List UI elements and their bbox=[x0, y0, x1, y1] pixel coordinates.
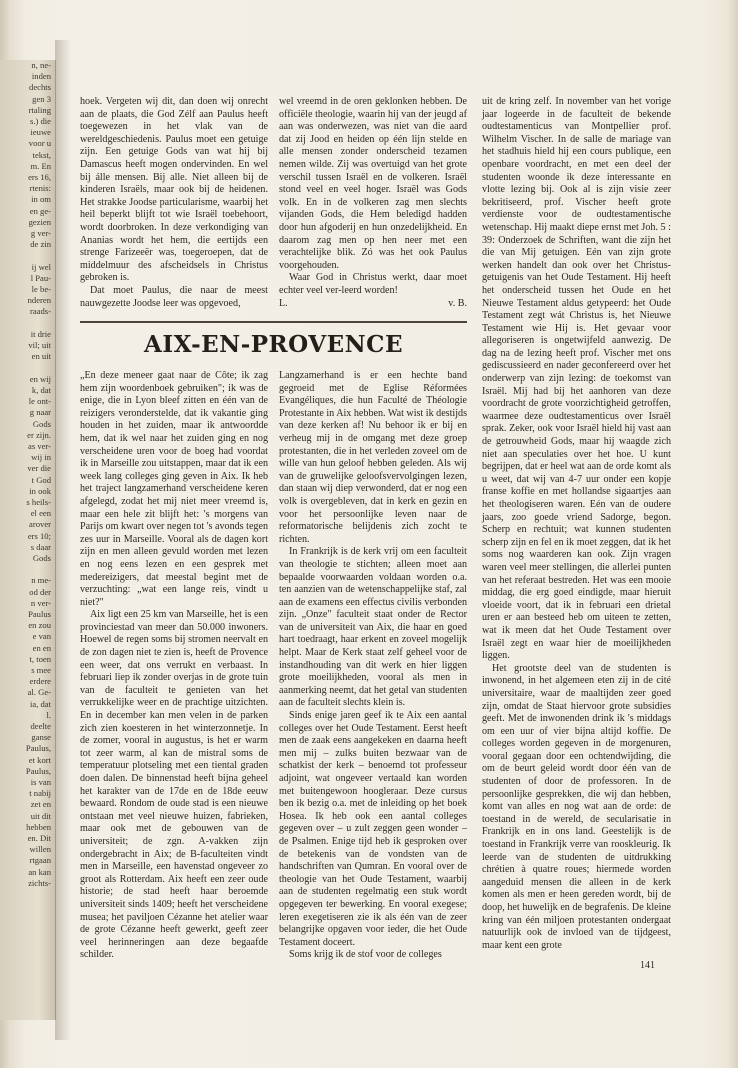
previous-page-line: g naar bbox=[29, 407, 51, 418]
paragraph: Waar God in Christus werkt, daar moet echter veel ver-leerd worden! bbox=[279, 272, 467, 296]
previous-page-line: s mee bbox=[31, 664, 51, 675]
previous-page-line: wij in bbox=[31, 452, 51, 463]
previous-page-line: ij wel bbox=[31, 261, 51, 272]
previous-page-line: n, ne- bbox=[31, 60, 51, 70]
previous-page-line: Paulus, bbox=[25, 765, 51, 776]
previous-page-line: s daar bbox=[30, 541, 51, 552]
previous-page-line: as ver- bbox=[28, 440, 51, 451]
previous-page-line: Paulus, bbox=[25, 743, 51, 754]
previous-page-line bbox=[0, 362, 55, 373]
previous-page-line: deelte bbox=[30, 720, 51, 731]
previous-page-line: tekst, bbox=[32, 149, 51, 160]
previous-page-line: erdere bbox=[29, 676, 51, 687]
page-fold-shadow bbox=[55, 40, 71, 1040]
previous-page-line: od der bbox=[29, 586, 51, 597]
previous-page-line: m. En bbox=[30, 160, 51, 171]
previous-page-line: ver die bbox=[27, 463, 51, 474]
paragraph: Sinds enige jaren geef ik te Aix een aantal colleges over het Oude Testament. Eerst heeft men de zaak eens aangekeken en daarna heeft men mij – zulks buiten bezwaar van de schatkist der kerk – benoemd tot professeur adjoint, wat ongeveer vertaald kan worden met buitengewoon hoogleraar. Deze cursus ben ik bezig o.a. met de inleiding op het boek Hosea. Ik heb ook een aantal colleges gegeven over – u zult zeggen geen wonder – de Psalmen. Enige tijd heb ik gesproken over de betekenis van de vondsten van de handschriften van Qumran. En vooral over de theologie van het Oude Testament, waarbij aan de studenten regelmatig een stuk wordt opgegeven ter bewerking. En vooral exegese; leren exegetiseren zie ik als één van de zeer belangrijke opgaven voor ieder, die het Oude Testament doceert. bbox=[279, 710, 467, 948]
previous-page-line: en zou bbox=[28, 620, 51, 631]
previous-page-line: in ook bbox=[29, 485, 51, 496]
previous-page-line: in om bbox=[31, 194, 51, 205]
previous-page-line: t God bbox=[31, 474, 51, 485]
previous-page-line: gen 3 bbox=[32, 93, 51, 104]
previous-page-line: ers 16, bbox=[28, 172, 51, 183]
previous-page-line: el een bbox=[30, 508, 51, 519]
previous-page-line: vil; uit bbox=[28, 340, 51, 351]
paragraph: Dat moet Paulus, die naar de meest nauwgezette Joodse leer was opgevoed, bbox=[80, 284, 268, 309]
previous-page-line: en en bbox=[32, 642, 51, 653]
previous-page-line: le be- bbox=[31, 284, 51, 295]
signature-right: v. B. bbox=[448, 297, 467, 309]
previous-page-line bbox=[0, 564, 55, 575]
paragraph: „En deze meneer gaat naar de Côte; ik zag hem zijn woordenboek gebruiken"; ik was de enige, die in Lyon bleef zitten en één van de reizigers veronderstelde, dat ik vakantie ging houden in het zuiden, maar ik antwoordde hem, dat ik wel naar het zuiden ging en nog verscheidene uren voor de boeg had voordat ik in Marseille zou uitstappen, maar dat ik een week lang colleges ging geven in Aix. Ik heb het traject langzamerhand verscheidene keren afgelegd, zodat het mij niet meer vreemd is, maar een hele zit blijft het: 's morgens van Parijs om kwart over negen tot 's avonds tegen zes uur in Marseille. Vooral als de dagen kort zijn en men alleen gevuld worden met lezen en nog eens lezen en een gesprek met medereizigers, dat meestal begint met de verzuchting: „wat een lange reis, vindt u niet?" bbox=[80, 370, 268, 608]
previous-page-line: g ver- bbox=[30, 228, 51, 239]
previous-page-line: zichts- bbox=[28, 877, 51, 888]
previous-page-line: inden bbox=[31, 71, 51, 82]
previous-page-line: l. bbox=[46, 709, 51, 720]
paragraph: uit de kring zelf. In november van het vorige jaar logeerde in de faculteit de bekende oudtestamenticus van Montpellier prof. Wilhelm Vischer. In de salle de mariage van het stadhuis hield hij een cours publique, een openbare voordracht, en met een deel der studenten woonde ik deze interessante en vlotte lezing bij. Ook al is zijn visie zeer bekritiseerd, prof. Vischer heeft grote verdienste voor de oudtestamentische wetenschap. Hij maakt diepe ernst met Joh. 5 : 39: Onderzoek de Schriften, want die zijn het die van Mij getuigen. Eén van zijn grote werken handelt dan ook over het Christus-getuigenis van het Oude Testament. Hij heeft het onderscheid tussen het Oude en het Nieuwe Testament aldus getypeerd: het Oude Testament zegt wát Christus is, het Nieuwe Testament wie Hij is. Het gevaar voor allegoriseren is ongetwijfeld aanwezig. De dag na de lezing heeft prof. Vischer met ons gediscussieerd en nader geconfereerd over het onderwerp van zijn lezing: de toekomst van Israël. Mij had bij het aanhoren van deze voordracht de grote voorzichtigheid getroffen, waarmee deze oudtestamenticus over Israël sprak. Zeker, ook voor Israël hield hij vast aan de getrouwheid Gods, maar hij waagde zich niet aan speculaties over het hoe. U kunt begrijpen, dat er heel wat aan de orde komt als u weet, dat wij van 4-7 uur onder een kopje franse koffie en met hollandse sigaartjes aan het theologiseren waren. Eén van de oudere jaars, zoo goede vriend Sadorge, begon. Scherp en rechtuit; wat kunnen studenten scherp zijn en fel en ik moet zeggen, dat ik het soms nog waarderen kan ook. Zijn vragen waren veel meer stellingen, die allerlei punten van het referaat bestreden. Het was een mooie middag, die erg goed eindigde, maar hieruit vloeide voort, dat ik in februari een drietal uren er aan besteed heb om uiteen te zetten, wat ik meen dat het Oude Testament over Israël zegt en waar hier de moeilijkheden liggen. bbox=[482, 96, 671, 662]
previous-page-line: raads- bbox=[30, 306, 51, 317]
previous-page-line: it drie bbox=[30, 328, 51, 339]
previous-page-line bbox=[0, 318, 55, 329]
column-b-top bbox=[279, 96, 467, 310]
previous-page-line: dechts bbox=[29, 82, 51, 93]
previous-page-line: e van bbox=[32, 631, 51, 642]
previous-page-line: er zijn. bbox=[27, 429, 51, 440]
previous-page-line: Gods bbox=[32, 418, 51, 429]
previous-page-line: s heils- bbox=[26, 496, 51, 507]
previous-page-line: k, dat bbox=[31, 384, 51, 395]
previous-page-line: uit dit bbox=[30, 810, 51, 821]
previous-page-line: rtgaan bbox=[29, 855, 51, 866]
previous-page-line: n ver- bbox=[30, 597, 51, 608]
previous-page-line: en wij bbox=[29, 373, 51, 384]
column-a-top bbox=[80, 96, 268, 310]
previous-page-line: hebben bbox=[26, 821, 51, 832]
previous-page-line: zet en bbox=[30, 799, 51, 810]
paragraph: Het grootste deel van de studenten is inwonend, in het algemeen eten zij in de cité universitaire, waar de maaltijden zeer goed zijn, omdat de Staat hiervoor grote subsidies geeft. Met de inwonenden drink ik 's middags om een uur of vier bijna altijd koffie. De colleges worden gegeven in de morgenuren, vooral gegaan door een ochtendwijding, die om de beurt geleid wordt door één van de studenten of door de professoren. In de persoonlijke gesprekken, die wij dan hebben, komt van alles en nog wat aan de orde: de toestand in de wereld, de secularisatie in Frankrijk en in ons land. Geestelijk is de toestand in Frankrijk verre van rooskleurig. Ik leerde van de studenten de uitdrukking chrétien à quatre roues; hiermede worden aangeduid mensen die alleen in de kerk komen als men er heen gereden wordt, bij de doop, het huwelijk en de begrafenis. De kleine kring van één miljoen protestanten ondergaat natuurlijk ook de invloed van de tijdgeest, maar kent een grote bbox=[482, 662, 671, 951]
column-c bbox=[482, 96, 671, 952]
previous-page-line bbox=[0, 250, 55, 261]
previous-page-line: is van bbox=[30, 777, 51, 787]
paragraph: wel vreemd in de oren geklonken hebben. De officiële theologie, waarin hij van der jeugd af aan was onderwezen, was niet van die aard dat zij Jood en heiden op één lijn stelde en alle mensen zonder onderscheid tezamen nemen wilde. Zij was overtuigd van het grote verschil tussen Israël en de volkeren. Israël stond veel en veel hoger. Israël was Gods volk. En in de volkeren zag men slechts vijanden Gods, die Hem beledigd hadden door hun afgoderij en hun onzedelijkheid. En daarom zag men op hen neer met een verachtelijke blik. Zó was het ook Paulus voorgehouden. bbox=[279, 96, 467, 271]
previous-page-line: willen bbox=[29, 844, 51, 855]
previous-page-line: n me- bbox=[31, 575, 51, 586]
previous-page-line: rtenis: bbox=[29, 183, 51, 194]
previous-page-line: de zin bbox=[30, 239, 51, 250]
previous-page-line: ieuwe bbox=[30, 127, 51, 138]
section-divider bbox=[80, 321, 467, 323]
previous-page-line: arover bbox=[29, 519, 51, 530]
previous-page-line: s.) die bbox=[29, 116, 51, 127]
previous-page-line: et kort bbox=[28, 754, 51, 765]
previous-page-line: t nabij bbox=[29, 788, 51, 799]
previous-page-line: ers 10; bbox=[27, 530, 51, 541]
paragraph: In Frankrijk is de kerk vrij om een faculteit van theologie te stichten; alleen moet aan bepaalde voorwaarden voldaan worden o.a. ten aanzien van de wetenschappelijke staf, zal aan de examens een effectus civilis verbonden zijn. „Onze" faculteit staat onder de Rector van de universiteit van Aix, die haar en goed hart toedraagt, haar erkent en zoveel mogelijk helpt. Maar de Kerk staat zelf geheel voor de instandhouding van dit werk en hier liggen grote moeilijkheden, vooral als men in aanmerking neemt, dat het getal van studenten aan de faculteit slechts klein is. bbox=[279, 546, 467, 709]
paragraph: Soms krijg ik de stof voor de colleges bbox=[289, 949, 442, 961]
previous-page-line: ia, dat bbox=[30, 698, 51, 709]
previous-page-line: t, toen bbox=[29, 653, 51, 664]
paragraph: Aix ligt een 25 km van Marseille, het is een provinciestad van meer dan 50.000 inwoners. Hoewel de regen soms bij stromen neervalt en de zon dagen niet te zien is, heeft de Provence een weer, dat ons verrukt en verbaast. In februari liep ik zonder overjas in de grote tuin van de faculteit te genieten van het verrukkelijke weer en de prachtige uitzichten. En in december kan men velen in de parken zich zien koesteren in het winterzonnetje. In de zomer, vooral in augustus, is het er warm tot zeer warm, al kan de mistral soms de temperatuur plotseling met een tiental graden doen dalen. De binnenstad heeft bijna geheel het karakter van de 17de en de 18de eeuw bewaard. Rondom de oude stad is een nieuwe ontstaan met veel nieuwe huizen, fabrieken, maar ook met de gebouwen van de universiteit; de zgn. A-vakken zijn ondergebracht in Aix; de B-faculteiten vindt men in Marseille, een havenstad ongeveer zo groot als Rotterdam. Aix heeft een zeer oude historie; de stad heeft haar beroemde universiteit sinds 1409; heeft het verscheidene musea; het paviljoen Cézanne het atelier waar de grote Cézanne heeft gewerkt, geeft zeer veel herinneringen aan deze begaafde schilder. bbox=[80, 609, 268, 961]
previous-page-line: Gods bbox=[32, 552, 51, 563]
previous-page-line: an kan bbox=[28, 866, 51, 877]
previous-page-line: le ont- bbox=[28, 396, 51, 407]
paragraph: Langzamerhand is er een hechte band gegroeid met de Eglise Réformées Evangéliques, die hun Faculté de Théologie Protestante in Aix hebben. Wat wist ik destijds van deze kerken af! Nu behoor ik er bij en verheug mij in de omgang met deze groep protestanten, die in het verleden zoveel om de wille van hun geloof hebben geleden. Als wij van de gruwelijke geloofsvervolgingen lezen, dan staan wij diep verwonderd, dat er nog een volk is overgebleven, dat in kerk en gezin en voor het persoonlijke leven naar de reformatorische belijdenis zich zocht te richten. bbox=[279, 370, 467, 545]
previous-page-line: en uit bbox=[31, 351, 51, 362]
paragraph: hoek. Vergeten wij dit, dan doen wij onrecht aan de plaats, die God Zélf aan Paulus heeft toegewezen in het vlak van de wereldgeschiedenis. Paulus moet een getuige zijn. Een getuige Gods van wat hij bij Damascus heeft mogen ondervinden. En wel bij álle mensen. Bij alle. Niet alleen bij de kinderen Israëls, maar ook bij de heidenen. Het strakke Joodse particularisme, waarbij het heil beperkt blijft tot wie Israël toebehoort, wordt doorbroken. In deze verkondiging van Ananias wordt het hem, die eertijds een strenge Farizeeër was, toegeroepen, dat de middelmuur des afscheidsels in Christus gebroken is. bbox=[80, 96, 268, 284]
column-a bbox=[80, 370, 268, 962]
previous-page-line: nderen bbox=[27, 295, 51, 306]
signature-left: L. bbox=[279, 297, 288, 309]
previous-page-line: al. Ge- bbox=[27, 687, 51, 698]
article-title: AIX-EN-PROVENCE bbox=[143, 331, 404, 358]
signature bbox=[279, 298, 467, 311]
previous-page-line: voor u bbox=[28, 138, 51, 149]
page-number: 141 bbox=[640, 960, 655, 971]
previous-page-line: en ge- bbox=[29, 205, 51, 216]
previous-page-line: Paulus bbox=[28, 608, 51, 619]
previous-page-line: ganse bbox=[31, 732, 51, 743]
previous-page-line: l Pau- bbox=[30, 272, 51, 283]
previous-page-line: en. Dit bbox=[27, 833, 51, 844]
column-b bbox=[279, 370, 467, 962]
previous-page-line: rtaling bbox=[28, 104, 51, 115]
previous-page-edge bbox=[0, 60, 56, 1020]
previous-page-line: gezien bbox=[28, 216, 51, 227]
